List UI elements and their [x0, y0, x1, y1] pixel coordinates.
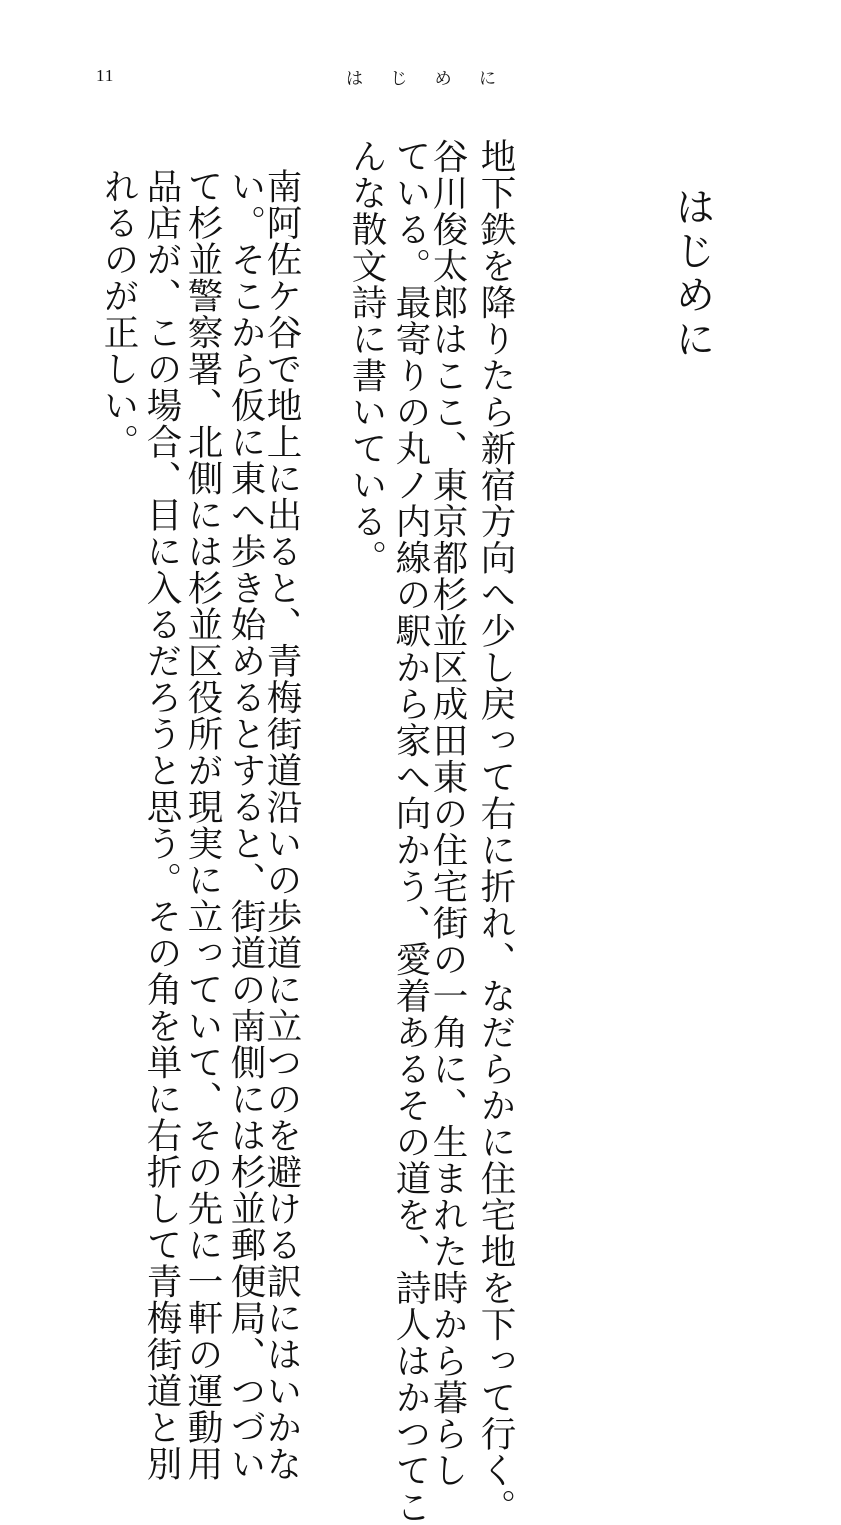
quote-line: い。そこから仮に東へ歩き始めるとすると、街道の南側には杉並郵便局、つづい	[225, 168, 266, 1482]
running-head-char: め	[434, 69, 452, 89]
quote-line: 南阿佐ケ谷で地上に出ると、青梅街道沿いの歩道に立つのを避ける訳にはいかな	[261, 168, 302, 1482]
page-number: 11	[96, 66, 115, 85]
text-line: 地下鉄を降りたら新宿方向へ少し戻って右に折れ、なだらかに住宅地を下って行く。	[475, 138, 516, 1525]
running-head-char: は	[346, 69, 363, 89]
running-head-char: じ	[390, 69, 408, 89]
quote-line: 品店が、この場合、目に入るだろうと思う。その角を単に右折して青梅街道と別	[141, 168, 182, 1482]
running-head	[346, 64, 496, 89]
text-line: んな散文詩に書いている。	[346, 138, 387, 576]
quote-line: て杉並警察署、北側には杉並区役所が現実に立っていて、その先に一軒の運動用	[182, 168, 223, 1482]
text-line: ている。最寄りの丸ノ内線の駅から家へ向かう、愛着あるその道を、詩人はかつてこ	[390, 138, 431, 1525]
quote-line: れるのが正しい。	[98, 168, 139, 460]
text-line: 谷川俊太郎はここ、東京都杉並区成田東の住宅街の一角に、生まれた時から暮らし	[427, 138, 468, 1489]
chapter-title: はじめに	[669, 186, 715, 362]
running-head-char: に	[478, 69, 496, 89]
